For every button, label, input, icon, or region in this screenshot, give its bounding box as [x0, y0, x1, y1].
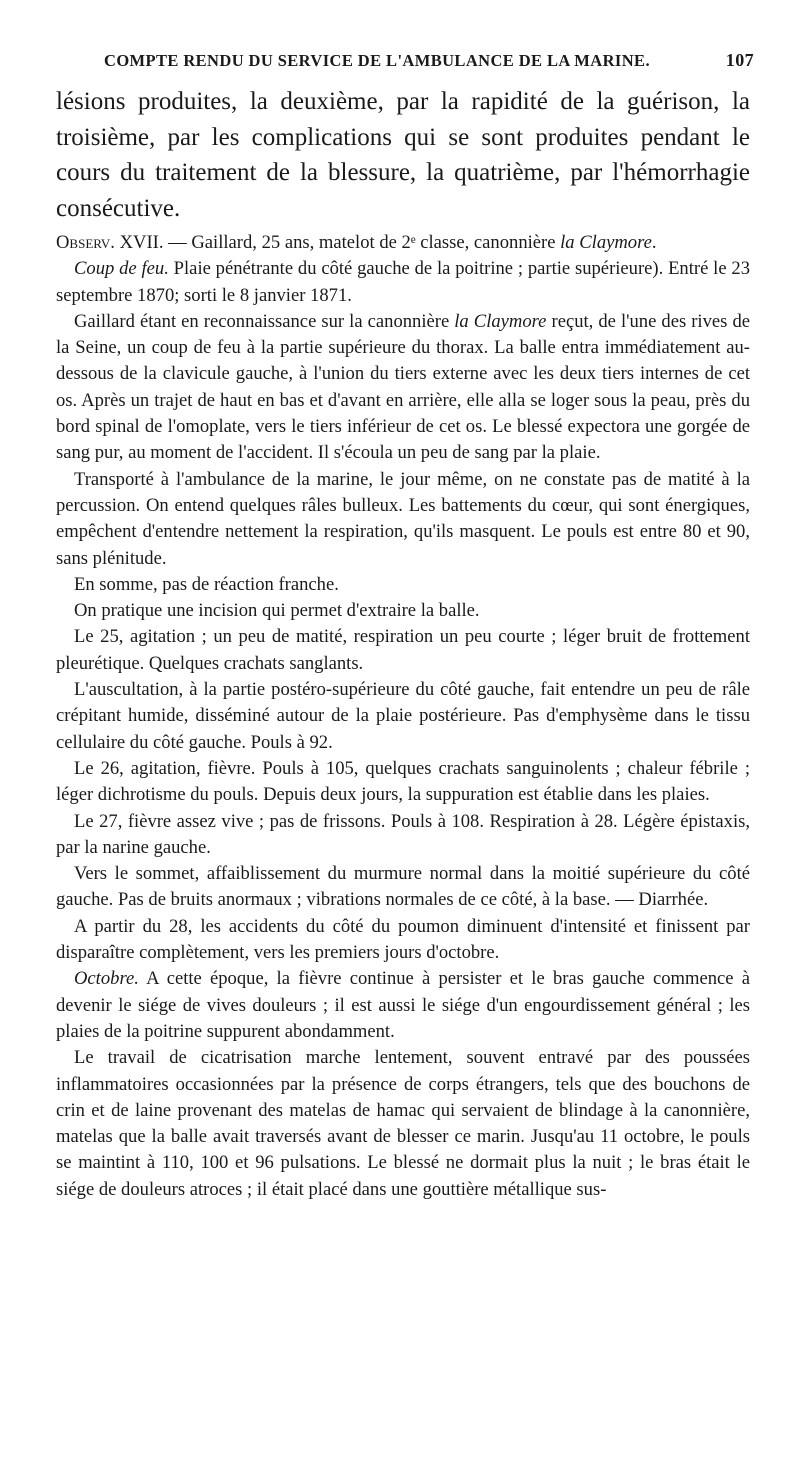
- narrative-paragraph-4: On pratique une incision qui permet d'extraire la balle.: [74, 600, 480, 622]
- narrative-p11-text: A cette époque, la fièvre continue à persister et le bras gauche commence à devenir le siége de vives douleurs ; il est aussi le siége d'un engourdissement général ; les plaies de la poitrine suppurent abondamment.: [56, 968, 750, 1042]
- observation-patient: Gaillard, 25 ans, matelot de 2ᵉ classe, canonnière: [191, 232, 561, 253]
- narrative-paragraph-7: Le 26, agitation, fièvre. Pouls à 105, quelques crachats sanguinolents ; chaleur fébrile ; léger dichrotisme du pouls. Depuis deux jours, la suppuration est établie dans les plaies.: [56, 757, 750, 806]
- observation-ship-name: la Claymore: [560, 232, 652, 253]
- narrative-paragraph-5: Le 25, agitation ; un peu de matité, respiration un peu courte ; léger bruit de frottement pleurétique. Quelques crachats sanglants.: [56, 626, 750, 674]
- narrative-paragraph-3: En somme, pas de réaction franche.: [74, 573, 339, 595]
- narrative-paragraph-6: L'auscultation, à la partie postéro-supérieure du côté gauche, fait entendre un peu de râle crépitant humide, disséminé autour de la plaie postérieure. Pas d'emphysème dans le tissu cellulaire du côté gauche. Pouls à 92.: [56, 679, 750, 753]
- lead-text-block: [56, 84, 750, 226]
- narrative-paragraph-1: [56, 309, 750, 467]
- page-number: 107: [725, 50, 754, 70]
- observation-number: XVII. —: [114, 232, 192, 253]
- narrative-paragraph-10: A partir du 28, les accidents du côté du poumon diminuent d'intensité et finissent par disparaître complètement, vers les premiers jours d'octobre.: [56, 915, 750, 964]
- diagnosis-label: Coup de feu.: [74, 258, 169, 280]
- diagnosis-paragraph: [56, 256, 750, 309]
- observation-label: Observ.: [56, 232, 115, 253]
- narrative-paragraph-2: Transporté à l'ambulance de la marine, le jour même, on ne constate pas de matité à la percussion. On entend quelques râles bulleux. Les battements du cœur, qui sont énergiques, empêchent d'entendre nettement la respiration, qu'ils masquent. Le pouls est entre 80 et 90, sans plénitude.: [56, 468, 750, 569]
- narrative-p1-end: reçut, de l'une des rives de la Seine, un coup de feu à la partie supérieure du thorax. La balle entra immédiatement au-dessous de la clavicule gauche, à l'union du tiers externe avec les deux tiers internes de cet os. Après un trajet de haut en bas et d'avant en arrière, elle alla se loger sous la peau, près du bord spinal de l'omoplate, vers le tiers inférieur de cet os. Le blessé expectora une gorgée de sang pur, au moment de l'accident. Il s'écoula un peu de sang par la plaie.: [56, 310, 750, 464]
- narrative-paragraph-12: Le travail de cicatrisation marche lentement, souvent entravé par des poussées inflammatoires occasionnées par la présence de corps étrangers, tels que des bouchons de crin et de laine provenant des matelas de hamac qui servaient de blindage à la canonnière, matelas que la balle avait traversés avant de blesser ce marin. Jusqu'au 11 octobre, le pouls se maintint à 110, 100 et 96 pulsations. Le blessé ne dormait plus la nuit ; le bras était le siége de douleurs atroces ; il était placé dans une gouttière métallique sus-: [56, 1047, 750, 1200]
- lead-paragraph: lésions produites, la deuxième, par la rapidité de la guérison, la troisième, par les complications qui se sont produites pendant le cours du traitement de la blessure, la quatrième, par l'hémorrhagie consécutive.: [56, 88, 750, 222]
- month-label: Octobre.: [74, 968, 139, 990]
- narrative-p1-start: Gaillard étant en reconnaissance sur la canonnière: [74, 310, 455, 332]
- observation-heading: [56, 230, 750, 256]
- running-title: COMPTE RENDU DU SERVICE DE L'AMBULANCE DE LA MARINE.: [104, 51, 650, 70]
- running-header: [104, 50, 754, 71]
- narrative-p1-ship: la Claymore: [454, 310, 547, 332]
- observation-block: [56, 230, 750, 1203]
- diagnosis-text: Plaie pénétrante du côté gauche de la poitrine ; partie supérieure). Entré le 23 septembre 1870; sorti le 8 janvier 1871.: [56, 258, 750, 306]
- narrative-paragraph-11: [56, 966, 750, 1045]
- narrative-paragraph-8: Le 27, fièvre assez vive ; pas de frissons. Pouls à 108. Respiration à 28. Légère épistaxis, par la narine gauche.: [56, 810, 750, 858]
- observation-patient-end: .: [651, 232, 657, 253]
- narrative-paragraph-9: Vers le sommet, affaiblissement du murmure normal dans la moitié supérieure du côté gauche. Pas de bruits anormaux ; vibrations normales de ce côté, à la base. — Diarrhée.: [56, 863, 750, 911]
